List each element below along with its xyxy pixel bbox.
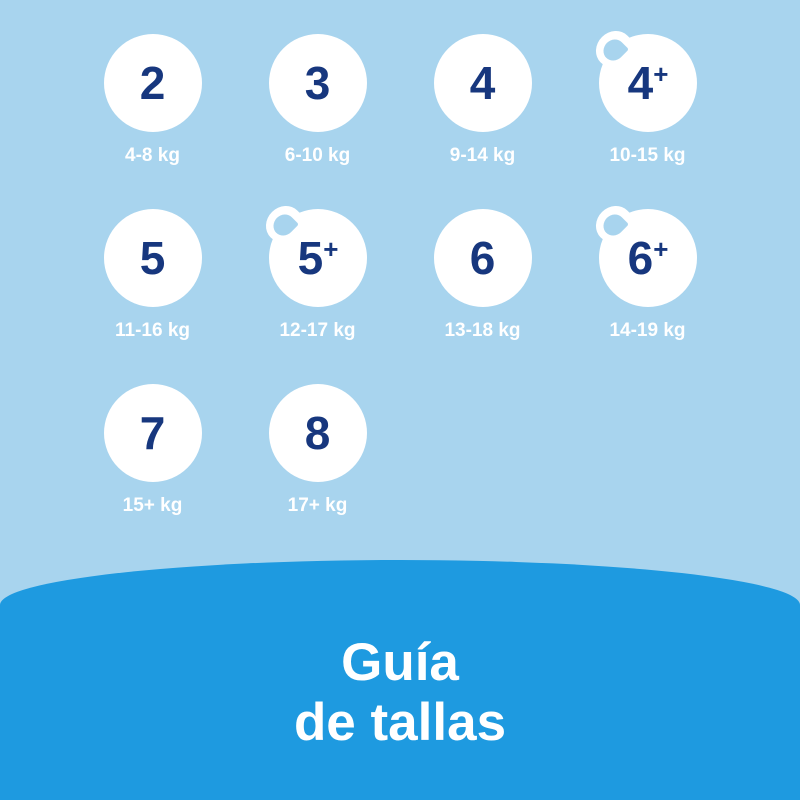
size-weight-label: 13-18 kg: [444, 320, 521, 341]
size-weight-label: 12-17 kg: [279, 320, 356, 341]
size-badge-circle: [104, 209, 202, 307]
size-grid: [0, 34, 800, 559]
size-number: 7: [139, 407, 165, 459]
size-number: 5+: [297, 232, 338, 284]
size-weight-label: 6-10 kg: [284, 145, 351, 166]
size-number: 4: [469, 57, 495, 109]
size-badge-circle: [434, 209, 532, 307]
caption-line-2: de tallas: [293, 692, 507, 752]
size-item: [235, 34, 400, 209]
size-number: 8: [304, 407, 330, 459]
size-badge: [599, 34, 697, 132]
size-badge-circle: [269, 384, 367, 482]
size-weight-label: 15+ kg: [122, 495, 183, 516]
caption-line-1: Guía: [341, 633, 459, 693]
size-badge-circle: [104, 34, 202, 132]
size-weight-label: 10-15 kg: [609, 145, 686, 166]
size-badge: [269, 384, 367, 482]
size-badge: [104, 209, 202, 307]
size-number: 6+: [627, 232, 668, 284]
water-droplet-icon: [267, 205, 301, 243]
size-weight-label: 11-16 kg: [115, 320, 190, 341]
size-item: [70, 209, 235, 384]
size-badge-circle: [434, 34, 532, 132]
size-badge-circle: [104, 384, 202, 482]
size-number: 5: [139, 232, 165, 284]
size-item: [565, 34, 730, 209]
size-number: 4+: [627, 57, 668, 109]
size-weight-label: 4-8 kg: [125, 145, 180, 166]
size-weight-label: 14-19 kg: [609, 320, 686, 341]
size-badge: [599, 209, 697, 307]
size-weight-label: 17+ kg: [287, 495, 348, 516]
water-droplet-icon: [597, 30, 631, 68]
size-badge: [104, 34, 202, 132]
size-badge: [269, 209, 367, 307]
size-badge: [269, 34, 367, 132]
size-number: 6: [469, 232, 495, 284]
size-item: [70, 384, 235, 559]
size-badge-circle: [269, 34, 367, 132]
size-weight-label: 9-14 kg: [449, 145, 516, 166]
size-badge: [434, 34, 532, 132]
size-item: [400, 209, 565, 384]
size-number: 2: [139, 57, 165, 109]
water-droplet-icon: [597, 205, 631, 243]
size-item: [70, 34, 235, 209]
caption: [0, 633, 800, 752]
size-badge: [434, 209, 532, 307]
size-number: 3: [304, 57, 330, 109]
size-item: [235, 384, 400, 559]
size-item: [565, 209, 730, 384]
size-badge: [104, 384, 202, 482]
size-item: [235, 209, 400, 384]
size-item: [400, 34, 565, 209]
